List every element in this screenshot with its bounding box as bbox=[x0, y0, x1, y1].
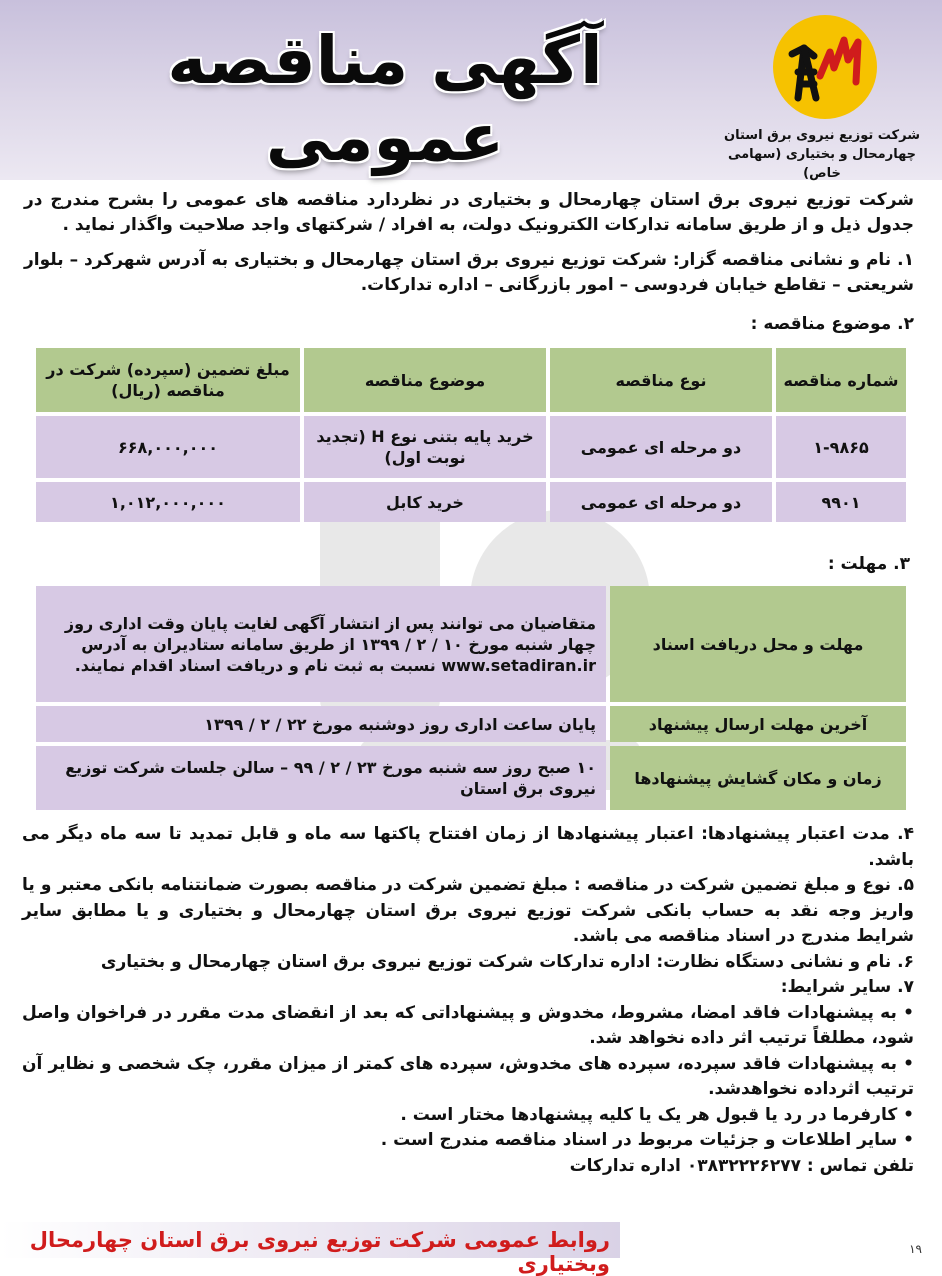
row-type: دو مرحله ای عمومی bbox=[550, 482, 772, 522]
deadline-value: ۱۰ صبح روز سه شنبه مورخ ۲۳ / ۲ / ۹۹ – سالن جلسات شرکت توزیع نیروی برق استان bbox=[36, 746, 606, 810]
row-subject: خرید پایه بتنی نوع H (تجدید نوبت اول) bbox=[304, 416, 546, 478]
row-type: دو مرحله ای عمومی bbox=[550, 416, 772, 478]
tender-table bbox=[32, 344, 910, 526]
power-tower-logo-icon bbox=[770, 12, 880, 122]
tender-table-header bbox=[36, 348, 906, 412]
row-amount: ۶۶۸,۰۰۰,۰۰۰ bbox=[36, 416, 300, 478]
item-3-deadline-label: ۳. مهلت : bbox=[827, 554, 910, 574]
company-name-line1: شرکت توزیع نیروی برق استان bbox=[724, 128, 920, 143]
deadline-key: زمان و مکان گشایش پیشنهادها bbox=[610, 746, 906, 810]
table-row bbox=[36, 416, 906, 478]
deadline-value: پایان ساعت اداری روز دوشنبه مورخ ۲۲ / ۲ / ۱۳۹۹ bbox=[36, 706, 606, 742]
item-5-guarantee: ۵. نوع و مبلغ تضمین شرکت در مناقصه : مبلغ تضمین شرکت در مناقصه بصورت ضمانتنامه بانکی معتبر و یا واریز وجه نقد به حساب بانکی شرکت توزیع نیروی برق استان چهارمحال و بختیاری و یا مطابق سایر شرایط مندرج در اسناد مناقصه می باشد. bbox=[22, 875, 914, 946]
notice-title: آگهی مناقصه عمومی bbox=[167, 22, 603, 176]
deadline-key: آخرین مهلت ارسال پیشنهاد bbox=[610, 706, 906, 742]
conditions-section bbox=[22, 822, 914, 1179]
contact-phone: تلفن تماس : ۰۳۸۳۲۲۲۶۲۷۷ اداره تدارکات bbox=[569, 1155, 914, 1176]
deadline-key: مهلت و محل دریافت اسناد bbox=[610, 586, 906, 702]
table-row bbox=[36, 482, 906, 522]
company-name bbox=[712, 126, 932, 183]
condition-bullet-2: • به پیشنهادات فاقد سپرده، سپرده های مخدوش، سپرده های کمتر از میزان مقرر، چک شخصی و نظایر آن ترتیب اثرداده نخواهدشد. bbox=[22, 1053, 914, 1099]
row-amount: ۱,۰۱۲,۰۰۰,۰۰۰ bbox=[36, 482, 300, 522]
header-subject: موضوع مناقصه bbox=[304, 348, 546, 412]
item-6-supervisor: ۶. نام و نشانی دستگاه نظارت: اداره تدارکات شرکت توزیع نیروی برق استان چهارمحال و بختیاری bbox=[100, 951, 914, 972]
intro-paragraph: شرکت توزیع نیروی برق استان چهارمحال و بختیاری در نظردارد مناقصه های عمومی را بشرح مندرج در جدول ذیل و از طریق سامانه تدارکات الکترونیک دولت، به افراد / شرکتهای واجد صلاحیت واگذار نماید . bbox=[24, 190, 914, 235]
row-number: ۱-۹۸۶۵ bbox=[776, 416, 906, 478]
header-number: شماره مناقصه bbox=[776, 348, 906, 412]
header-banner bbox=[0, 0, 942, 182]
company-name-line2: چهارمحال و بختیاری (سهامی خاص) bbox=[727, 147, 917, 181]
condition-bullet-1: • به پیشنهادات فاقد امضا، مشروط، مخدوش و پیشنهاداتی که بعد از انقضای مدت مقرر در فراخوان واصل شود، مطلقاً ترتیب اثر داده نخواهد شد. bbox=[22, 1002, 914, 1048]
row-subject: خرید کابل bbox=[304, 482, 546, 522]
item-7-other-terms: ۷. سایر شرایط: bbox=[780, 977, 914, 997]
item-2-subject-label: ۲. موضوع مناقصه : bbox=[750, 314, 914, 334]
header-type: نوع مناقصه bbox=[550, 348, 772, 412]
deadline-table bbox=[32, 582, 910, 814]
deadline-value: متقاضیان می توانند پس از انتشار آگهی لغایت پایان وقت اداری روز چهار شنبه مورخ ۱۰ / ۲ / ۱۳۹۹ از طریق سامانه ستادیران به آدرس www.setadiran.ir نسبت به ثبت نام و دریافت اسناد اقدام نمایند. bbox=[36, 586, 606, 702]
table-row bbox=[36, 706, 906, 742]
item-1-organizer: ۱. نام و نشانی مناقصه گزار: شرکت توزیع نیروی برق استان چهارمحال و بختیاری به آدرس شهرکرد – بلوار شریعتی – تقاطع خیابان فردوسی – امور بازرگانی – اداره تدارکات. bbox=[24, 250, 914, 295]
item-4-validity: ۴. مدت اعتبار پیشنهادها: اعتبار پیشنهادها از زمان افتتاح پاکتها سه ماه و قابل تمدید تا سه ماه دیگر می باشد. bbox=[22, 824, 914, 870]
condition-bullet-3: • کارفرما در رد یا قبول هر یک یا کلیه پیشنهادها مختار است . bbox=[400, 1104, 914, 1125]
page-number: ۱۹ bbox=[909, 1242, 922, 1256]
table-row bbox=[36, 746, 906, 810]
header-amount: مبلغ تضمین (سپرده) شرکت در مناقصه (ریال) bbox=[36, 348, 300, 412]
condition-bullet-4: • سایر اطلاعات و جزئیات مربوط در اسناد مناقصه مندرج است . bbox=[380, 1130, 914, 1150]
row-number: ۹۹۰۱ bbox=[776, 482, 906, 522]
footer-public-relations: روابط عمومی شرکت توزیع نیروی برق استان چهارمحال وبختیاری bbox=[29, 1228, 610, 1276]
table-row bbox=[36, 586, 906, 702]
